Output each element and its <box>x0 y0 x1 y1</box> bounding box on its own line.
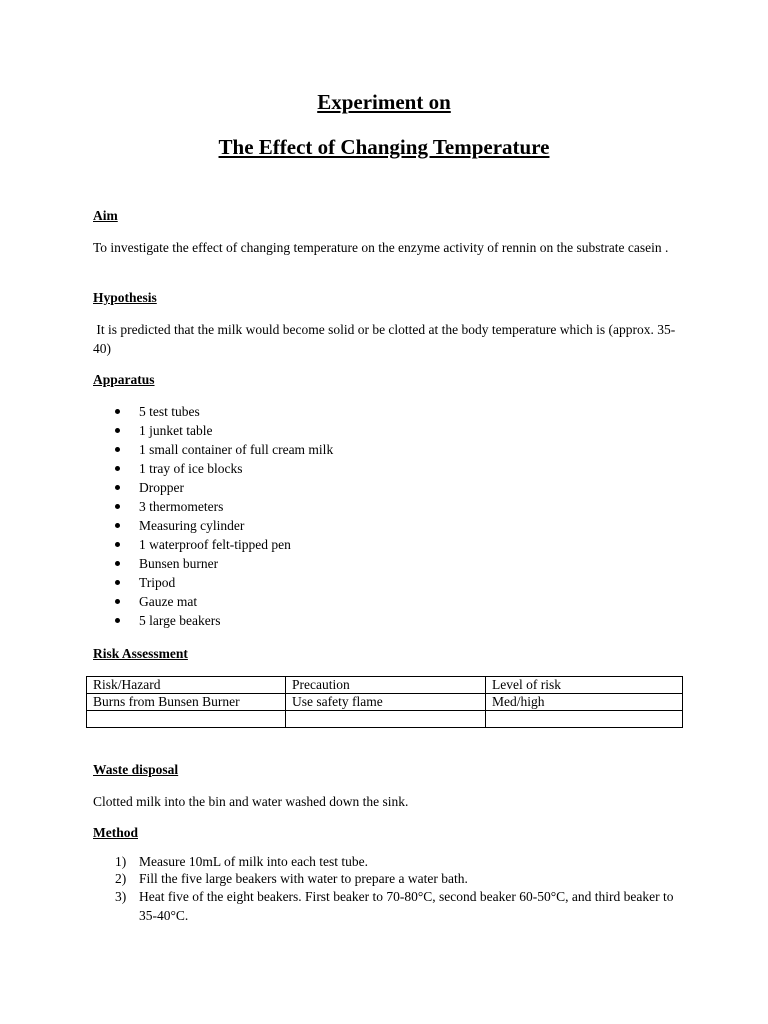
apparatus-item: Dropper <box>139 480 184 495</box>
step-text: Heat five of the eight beakers. First beaker to 70-80°C, second beaker 60-50°C, and third beaker to 35-40°C. <box>139 889 674 923</box>
aim-heading: Aim <box>93 208 118 223</box>
bullet-icon <box>115 542 120 547</box>
apparatus-item: 3 thermometers <box>139 499 224 514</box>
table-header-cell: Level of risk <box>486 677 683 694</box>
method-list <box>93 853 683 925</box>
apparatus-item: Measuring cylinder <box>139 518 245 533</box>
bullet-icon <box>115 504 120 509</box>
risk-heading: Risk Assessment <box>93 646 188 661</box>
bullet-icon <box>115 447 120 452</box>
bullet-icon <box>115 523 120 528</box>
list-item <box>93 554 333 573</box>
method-heading: Method <box>93 825 138 840</box>
apparatus-item: 5 test tubes <box>139 404 200 419</box>
apparatus-item: 5 large beakers <box>139 613 221 628</box>
step-number: 3) <box>115 889 127 904</box>
list-item <box>93 440 333 459</box>
title-line-2: The Effect of Changing Temperature <box>218 135 550 159</box>
list-item <box>93 478 333 497</box>
step-number: 2) <box>115 871 127 886</box>
table-row <box>87 694 683 711</box>
risk-table <box>86 676 683 728</box>
bullet-icon <box>115 409 120 414</box>
step-text: Fill the five large beakers with water to prepare a water bath. <box>139 871 468 886</box>
table-header-cell: Precaution <box>286 677 486 694</box>
apparatus-item: Gauze mat <box>139 594 198 609</box>
list-item <box>93 421 333 440</box>
aim-text: To investigate the effect of changing temperature on the enzyme activity of rennin on the substrate casein . <box>93 240 669 255</box>
list-item <box>93 592 333 611</box>
bullet-icon <box>115 580 120 585</box>
bullet-icon <box>115 618 120 623</box>
apparatus-item: 1 tray of ice blocks <box>139 461 243 476</box>
bullet-icon <box>115 485 120 490</box>
step-number: 1) <box>115 854 127 869</box>
title-line-1: Experiment on <box>317 90 451 114</box>
waste-text: Clotted milk into the bin and water washed down the sink. <box>93 794 409 809</box>
hypothesis-heading: Hypothesis <box>93 290 157 305</box>
list-item <box>93 516 333 535</box>
table-header-row <box>87 677 683 694</box>
list-item <box>93 853 683 870</box>
list-item <box>93 887 683 925</box>
apparatus-item: 1 small container of full cream milk <box>139 442 334 457</box>
list-item <box>93 402 333 421</box>
bullet-icon <box>115 466 120 471</box>
list-item <box>93 459 333 478</box>
table-cell: Burns from Bunsen Burner <box>87 694 286 711</box>
waste-heading: Waste disposal <box>93 762 179 777</box>
apparatus-item: 1 waterproof felt-tipped pen <box>139 537 291 552</box>
table-cell <box>286 711 486 728</box>
list-item <box>93 870 683 887</box>
apparatus-item: Bunsen burner <box>139 556 219 571</box>
table-header-cell: Risk/Hazard <box>87 677 286 694</box>
apparatus-heading: Apparatus <box>93 372 155 387</box>
table-row <box>87 711 683 728</box>
hypothesis-text: It is predicted that the milk would become solid or be clotted at the body temperature which is (approx. 35-40) <box>93 322 676 356</box>
apparatus-item: 1 junket table <box>139 423 213 438</box>
table-cell <box>87 711 286 728</box>
bullet-icon <box>115 561 120 566</box>
bullet-icon <box>115 599 120 604</box>
list-item <box>93 535 333 554</box>
step-text: Measure 10mL of milk into each test tube. <box>139 854 368 869</box>
list-item <box>93 497 333 516</box>
bullet-icon <box>115 428 120 433</box>
list-item <box>93 611 333 630</box>
list-item <box>93 573 333 592</box>
apparatus-list <box>93 402 333 630</box>
apparatus-item: Tripod <box>139 575 176 590</box>
table-cell: Med/high <box>486 694 683 711</box>
table-cell: Use safety flame <box>286 694 486 711</box>
table-cell <box>486 711 683 728</box>
